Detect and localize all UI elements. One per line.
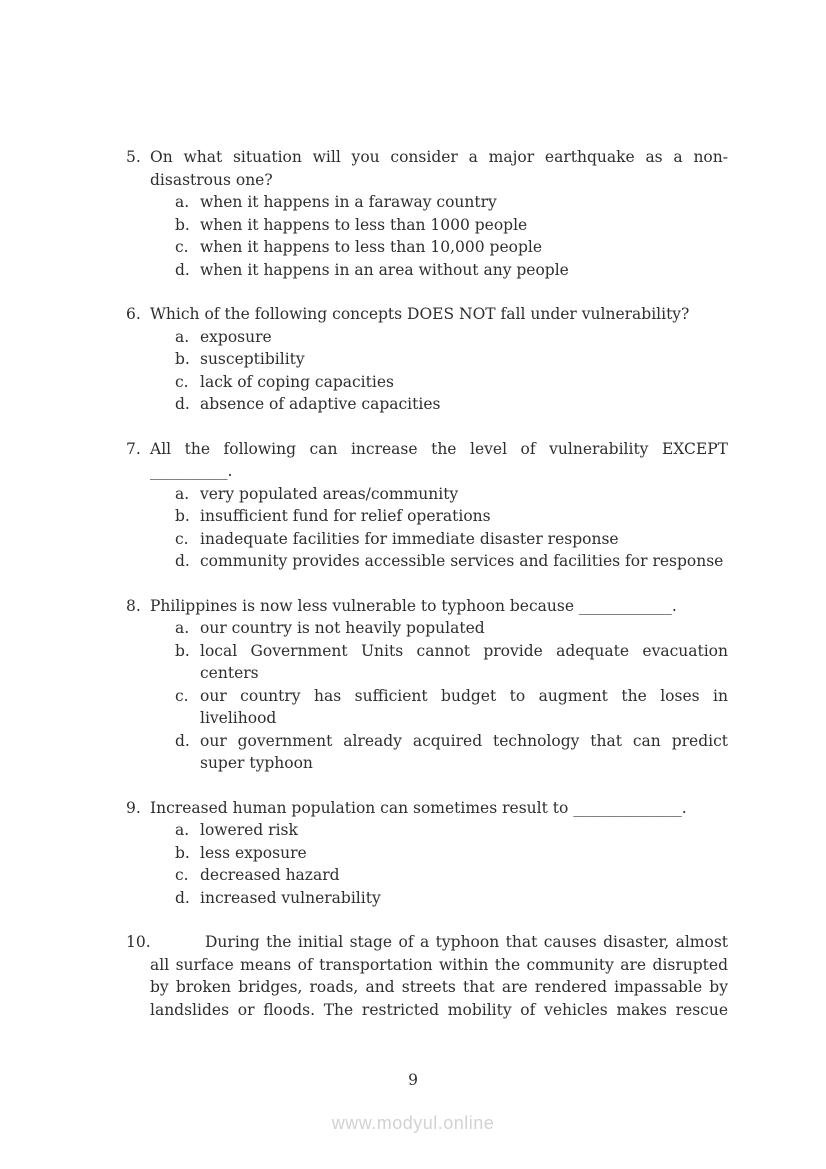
option-letter: b. xyxy=(175,507,190,525)
option-letter: c. xyxy=(175,529,189,548)
question-stem: On what situation will you consider a major earthquake as a non-disastrous one? xyxy=(150,148,728,189)
option-text: our government already acquired technology that can predict super typhoon xyxy=(200,731,728,772)
option-b xyxy=(150,842,728,865)
option-letter: d. xyxy=(175,395,190,413)
options-list xyxy=(150,326,728,416)
question-stem: During the initial stage of a typhoon that causes disaster, almost all surface means of transportation within the community are disrupted by broken bridges, roads, and streets that are rendered impassable by landslides or floods. The restricted mobility of vehicles makes rescue xyxy=(150,933,728,1019)
option-text: less exposure xyxy=(200,843,307,862)
option-letter: b. xyxy=(175,350,190,368)
option-text: when it happens in a faraway country xyxy=(200,193,497,211)
option-letter: d. xyxy=(175,731,190,750)
option-text: lowered risk xyxy=(200,821,298,839)
options-list xyxy=(150,191,728,281)
option-letter: a. xyxy=(175,193,190,211)
option-text: insufficient fund for relief operations xyxy=(200,507,491,525)
option-b xyxy=(150,214,728,237)
question-body xyxy=(150,146,728,281)
option-text: when it happens to less than 10,000 people xyxy=(200,238,543,256)
option-c xyxy=(150,864,728,887)
option-text: inadequate facilities for immediate disaster response xyxy=(200,529,619,548)
option-letter: c. xyxy=(175,372,189,391)
question-number: 7. xyxy=(126,439,141,458)
option-text: lack of coping capacities xyxy=(200,372,394,391)
option-b xyxy=(150,640,728,685)
options-list xyxy=(150,483,728,573)
option-letter: d. xyxy=(175,888,190,907)
option-d xyxy=(150,393,728,416)
question-body xyxy=(150,931,728,1021)
watermark: www.modyul.online xyxy=(331,1113,495,1133)
question-body xyxy=(150,797,728,910)
page-number: 9 xyxy=(408,1071,418,1089)
option-letter: d. xyxy=(175,552,190,570)
question-8 xyxy=(126,595,728,775)
question-number: 6. xyxy=(126,305,141,323)
option-text: local Government Units cannot provide adequate evacuation centers xyxy=(200,641,728,682)
option-letter: c. xyxy=(175,686,189,705)
option-letter: a. xyxy=(175,484,190,503)
options-list xyxy=(150,819,728,909)
option-letter: a. xyxy=(175,821,190,839)
option-text: our country is not heavily populated xyxy=(200,619,485,637)
option-text: decreased hazard xyxy=(200,866,340,884)
question-stem: All the following can increase the level of vulnerability EXCEPT __________. xyxy=(150,439,728,480)
question-number: 5. xyxy=(126,148,141,166)
question-number: 10. xyxy=(126,933,151,951)
option-text: increased vulnerability xyxy=(200,888,381,907)
option-text: susceptibility xyxy=(200,350,305,368)
option-c xyxy=(150,528,728,551)
option-letter: b. xyxy=(175,843,190,862)
question-5 xyxy=(126,146,728,281)
question-body xyxy=(150,438,728,573)
option-a xyxy=(150,617,728,640)
question-number: 8. xyxy=(126,596,141,615)
questions-list xyxy=(126,146,728,1043)
option-d xyxy=(150,730,728,775)
question-body xyxy=(150,303,728,416)
question-stem: Philippines is now less vulnerable to typhoon because ____________. xyxy=(150,596,677,615)
option-letter: a. xyxy=(175,327,190,346)
option-b xyxy=(150,348,728,371)
option-a xyxy=(150,483,728,506)
question-number: 9. xyxy=(126,798,141,817)
option-text: very populated areas/community xyxy=(200,484,459,503)
option-text: absence of adaptive capacities xyxy=(200,395,441,413)
option-c xyxy=(150,236,728,259)
option-a xyxy=(150,819,728,842)
option-a xyxy=(150,326,728,349)
option-b xyxy=(150,505,728,528)
option-d xyxy=(150,550,728,573)
question-stem: Increased human population can sometimes result to ______________. xyxy=(150,798,687,817)
question-6 xyxy=(126,303,728,416)
question-body xyxy=(150,595,728,775)
option-letter: b. xyxy=(175,215,190,234)
question-9 xyxy=(126,797,728,910)
options-list xyxy=(150,617,728,775)
option-text: our country has sufficient budget to augment the loses in livelihood xyxy=(200,686,728,727)
option-letter: d. xyxy=(175,260,190,279)
option-letter: a. xyxy=(175,619,190,637)
option-a xyxy=(150,191,728,214)
option-c xyxy=(150,685,728,730)
question-7 xyxy=(126,438,728,573)
option-text: when it happens in an area without any people xyxy=(200,260,569,279)
option-letter: b. xyxy=(175,641,190,660)
option-letter: c. xyxy=(175,238,189,256)
option-c xyxy=(150,371,728,394)
option-d xyxy=(150,259,728,282)
option-text: when it happens to less than 1000 people xyxy=(200,215,528,234)
option-letter: c. xyxy=(175,866,189,884)
question-10 xyxy=(126,931,728,1021)
question-stem: Which of the following concepts DOES NOT fall under vulnerability? xyxy=(150,305,690,323)
option-d xyxy=(150,887,728,910)
option-text: community provides accessible services and facilities for response xyxy=(200,552,724,570)
option-text: exposure xyxy=(200,327,272,346)
